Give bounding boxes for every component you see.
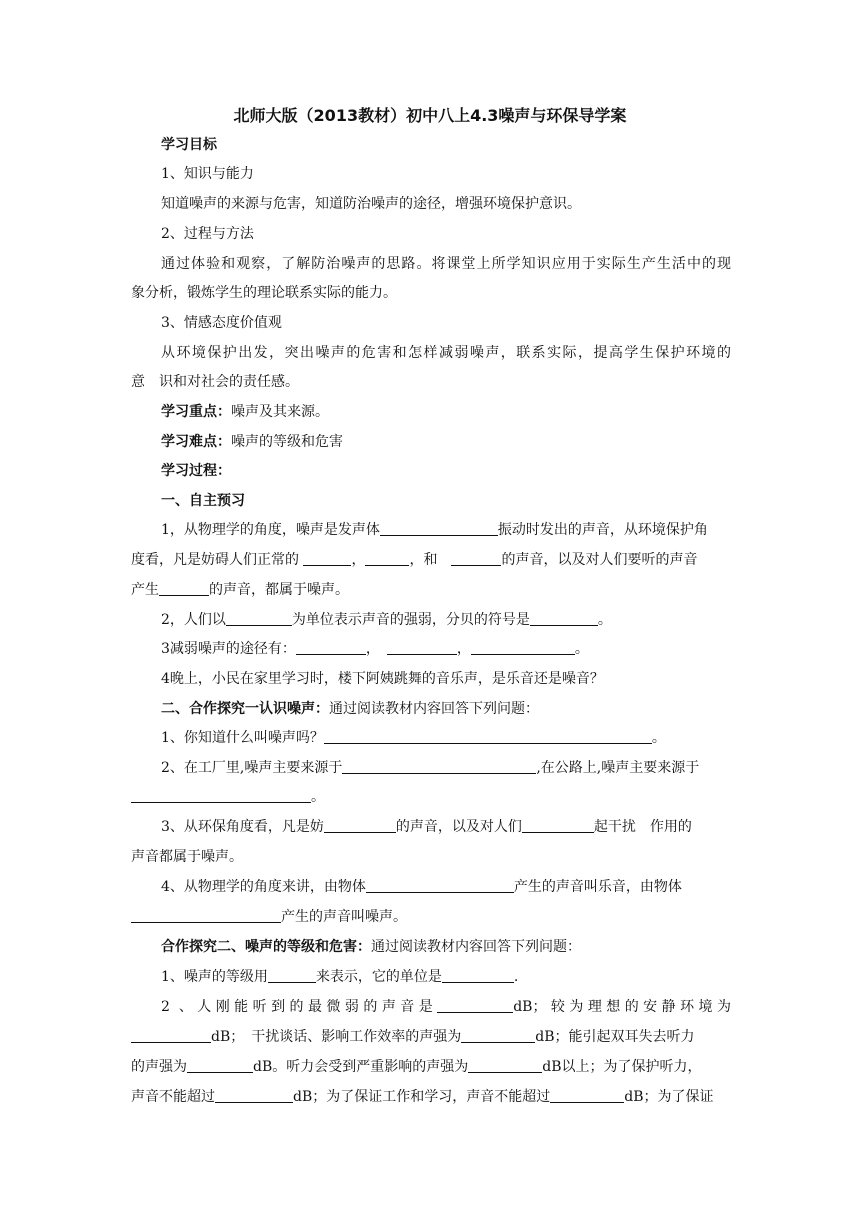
section-heading: 学习过程： bbox=[161, 463, 231, 479]
text-line bbox=[131, 756, 731, 780]
text-line bbox=[131, 459, 731, 483]
line-text: 声音都属于噪声。 bbox=[131, 849, 243, 865]
text-line bbox=[131, 935, 731, 959]
text-line bbox=[131, 133, 731, 157]
line-text: 。 bbox=[311, 789, 325, 805]
line-text: 来表示，它的单位是 bbox=[315, 969, 442, 985]
bold-label: 学习重点： bbox=[161, 404, 231, 420]
text-line bbox=[131, 341, 731, 365]
line-text: 噪声的等级和危害 bbox=[231, 434, 343, 450]
fill-in-blank[interactable] bbox=[437, 998, 513, 1013]
line-text: dB；较为理想的安静环境为 bbox=[513, 999, 732, 1015]
text-line bbox=[131, 222, 731, 246]
line-text: 1、知识与能力 bbox=[161, 166, 254, 182]
line-text: 通过阅读教材内容回答下列问题： bbox=[371, 939, 581, 955]
fill-in-blank[interactable] bbox=[303, 551, 351, 566]
text-line bbox=[131, 578, 731, 602]
fill-in-blank[interactable] bbox=[451, 551, 501, 566]
document-title: 北师大版（2013教材）初中八上4.3噪声与环保导学案 bbox=[233, 106, 627, 125]
text-line bbox=[131, 965, 731, 989]
bold-label: 合作探究二、噪声的等级和危害： bbox=[161, 939, 371, 955]
text-line bbox=[131, 192, 731, 216]
line-text: dB以上；为了保护听力， bbox=[542, 1059, 702, 1075]
line-text: 2、在工厂里,噪声主要来源于 bbox=[161, 760, 343, 776]
line-text: dB；为了保证工作和学习，声音不能超过 bbox=[293, 1089, 551, 1105]
line-text: 为单位表示声音的强弱，分贝的符号是 bbox=[291, 612, 530, 628]
fill-in-blank[interactable] bbox=[215, 1088, 293, 1103]
line-text: 象分析，锻炼学生的理论联系实际的能力。 bbox=[131, 285, 397, 301]
line-text: 3减弱噪声的途径有： bbox=[161, 641, 296, 657]
line-text: 从环境保护出发，突出噪声的危害和怎样减弱噪声，联系实际，提高学生保护环境的 bbox=[161, 345, 731, 361]
line-text: 3、从环保角度看，凡是妨 bbox=[161, 819, 324, 835]
line-text: ,在公路上,噪声主要来源于 bbox=[536, 760, 700, 776]
fill-in-blank[interactable] bbox=[471, 640, 575, 655]
line-text: 1，从物理学的角度，噪声是发声体 bbox=[161, 522, 380, 538]
fill-in-blank[interactable] bbox=[365, 551, 409, 566]
line-text: 通过阅读教材内容回答下列问题： bbox=[329, 701, 539, 717]
fill-in-blank[interactable] bbox=[131, 1028, 211, 1043]
line-text: 声音不能超过 bbox=[131, 1089, 215, 1105]
line-text: 4、从物理学的角度来讲，由物体 bbox=[161, 879, 366, 895]
text-line bbox=[131, 370, 731, 394]
line-text: 意 识和对社会的责任感。 bbox=[131, 374, 299, 390]
fill-in-blank[interactable] bbox=[131, 908, 281, 923]
text-line bbox=[131, 518, 731, 542]
text-line bbox=[131, 1085, 731, 1109]
text-line bbox=[131, 995, 731, 1019]
line-text: 振动时发出的声音，从环境保护角 bbox=[497, 522, 708, 538]
line-text: 噪声及其来源。 bbox=[231, 404, 329, 420]
fill-in-blank[interactable] bbox=[131, 788, 311, 803]
line-text: dB。听力会受到严重影响的声强为 bbox=[253, 1059, 469, 1075]
line-text: 2、过程与方法 bbox=[161, 226, 254, 242]
text-line bbox=[131, 905, 731, 929]
fill-in-blank[interactable] bbox=[550, 1088, 624, 1103]
bold-label: 二、合作探究一认识噪声： bbox=[161, 701, 329, 717]
bold-label: 学习难点： bbox=[161, 434, 231, 450]
text-line bbox=[131, 489, 731, 513]
fill-in-blank[interactable] bbox=[468, 1058, 542, 1073]
line-text: . bbox=[513, 969, 519, 985]
line-text: 通过体验和观察，了解防治噪声的思路。将课堂上所学知识应用于实际生产生活中的现 bbox=[161, 256, 731, 272]
line-text: 知道噪声的来源与危害，知道防治噪声的途径，增强环境保护意识。 bbox=[161, 196, 581, 212]
text-line bbox=[131, 430, 731, 454]
line-text: 产生 bbox=[131, 582, 159, 598]
line-text: 1、噪声的等级用 bbox=[161, 969, 268, 985]
text-line bbox=[131, 252, 731, 276]
text-line bbox=[131, 608, 731, 632]
fill-in-blank[interactable] bbox=[324, 818, 396, 833]
line-text: ， bbox=[365, 641, 387, 657]
fill-in-blank[interactable] bbox=[366, 878, 514, 893]
line-text: 2，人们以 bbox=[161, 612, 226, 628]
line-text: dB；能引起双耳失去听力 bbox=[535, 1029, 695, 1045]
fill-in-blank[interactable] bbox=[187, 1058, 253, 1073]
text-line bbox=[131, 875, 731, 899]
fill-in-blank[interactable] bbox=[226, 611, 292, 626]
line-text: 。 bbox=[597, 612, 612, 628]
text-line bbox=[131, 815, 731, 839]
line-text: ，和 bbox=[409, 552, 452, 568]
line-text: 3、情感态度价值观 bbox=[161, 315, 282, 331]
line-text: dB； 干扰谈话、影响工作效率的声强为 bbox=[211, 1029, 462, 1045]
line-text: 1、你知道什么叫噪声吗？ bbox=[161, 730, 324, 746]
fill-in-blank[interactable] bbox=[159, 581, 209, 596]
text-line bbox=[131, 162, 731, 186]
text-line bbox=[131, 697, 731, 721]
line-text: 的声音，都属于噪声。 bbox=[209, 582, 349, 598]
line-text: ， bbox=[456, 641, 471, 657]
fill-in-blank[interactable] bbox=[342, 759, 536, 774]
line-text: 的声音，以及对人们 bbox=[395, 819, 522, 835]
text-line bbox=[131, 845, 731, 869]
text-line bbox=[131, 548, 731, 572]
line-text: 的声音，以及对人们要听的声音 bbox=[501, 552, 698, 568]
line-text: 的声强为 bbox=[131, 1059, 187, 1075]
line-text: 度看，凡是妨碍人们正常的 bbox=[131, 552, 304, 568]
text-line bbox=[131, 667, 731, 691]
section-heading: 一、自主预习 bbox=[161, 493, 245, 509]
fill-in-blank[interactable] bbox=[324, 729, 652, 744]
fill-in-blank[interactable] bbox=[380, 521, 498, 536]
fill-in-blank[interactable] bbox=[530, 611, 598, 626]
line-text: 2 、人刚能听到的最微弱的声音是 bbox=[161, 999, 438, 1015]
line-text: 产生的声音叫噪声。 bbox=[281, 909, 407, 925]
fill-in-blank[interactable] bbox=[442, 968, 514, 983]
text-line bbox=[131, 785, 731, 809]
fill-in-blank[interactable] bbox=[296, 640, 366, 655]
line-text: ， bbox=[351, 552, 366, 568]
text-line bbox=[131, 281, 731, 305]
text-line bbox=[131, 726, 731, 750]
fill-in-blank[interactable] bbox=[387, 640, 457, 655]
line-text: dB；为了保证 bbox=[624, 1089, 714, 1105]
fill-in-blank[interactable] bbox=[268, 968, 316, 983]
line-text: 。 bbox=[651, 730, 666, 746]
line-text: 。 bbox=[574, 641, 589, 657]
fill-in-blank[interactable] bbox=[461, 1028, 535, 1043]
text-line bbox=[131, 400, 731, 424]
text-line bbox=[131, 1055, 731, 1079]
line-text: 4晚上，小民在家里学习时，楼下阿姨跳舞的音乐声，是乐音还是噪音？ bbox=[161, 671, 604, 687]
line-text: 产生的声音叫乐音，由物体 bbox=[513, 879, 682, 895]
line-text: 起干扰 作用的 bbox=[593, 819, 692, 835]
text-line bbox=[131, 1025, 731, 1049]
fill-in-blank[interactable] bbox=[522, 818, 594, 833]
text-line bbox=[131, 311, 731, 335]
section-heading: 学习目标 bbox=[161, 137, 217, 153]
text-line bbox=[131, 637, 731, 661]
